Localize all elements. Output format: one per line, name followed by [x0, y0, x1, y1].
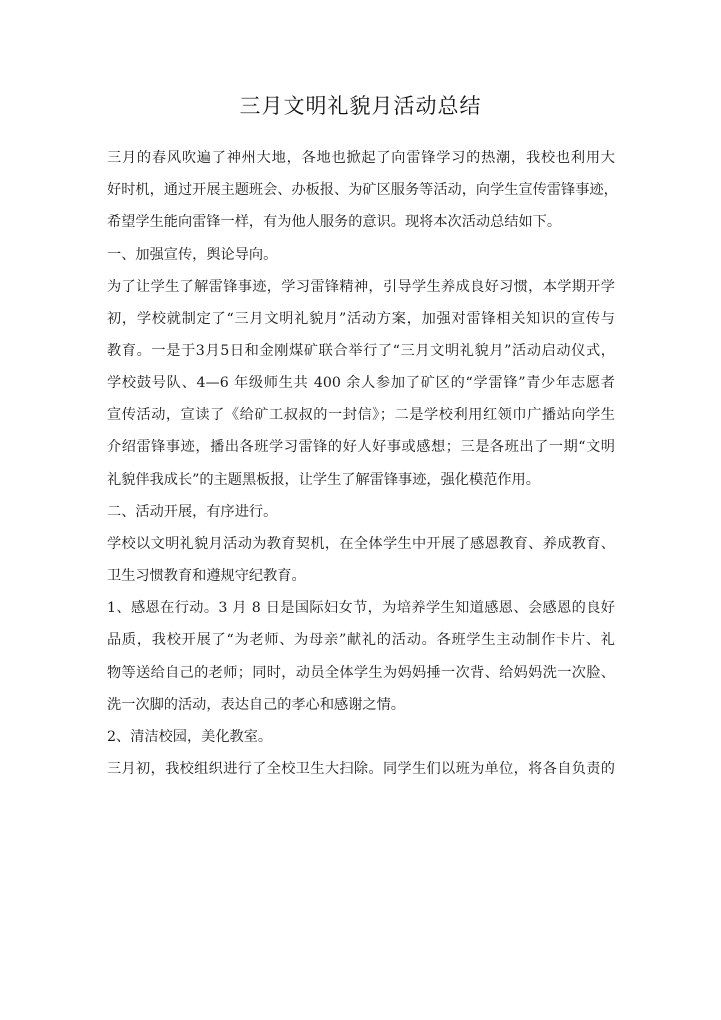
paragraph-line: 教育。一是于3月5日和金刚煤矿联合举行了“三月文明礼貌月”活动启动仪式， [107, 343, 615, 359]
paragraph-line: 1、感恩在行动。3 月 8 日是国际妇女节，为培养学生知道感恩、会感恩的良好 [107, 600, 615, 616]
paragraph-line: 物等送给自己的老师；同时，动员全体学生为妈妈捶一次背、给妈妈洗一次脸、 [107, 665, 615, 681]
paragraph-line: 礼貌伴我成长”的主题黑板报，让学生了解雷锋事迹，强化模范作用。 [107, 472, 540, 488]
paragraph-line: 卫生习惯教育和遵规守纪教育。 [107, 568, 306, 584]
paragraph-line: 学校以文明礼貌月活动为教育契机，在全体学生中开展了感恩教育、养成教育、 [107, 536, 615, 552]
paragraph-line: 为了让学生了解雷锋事迹，学习雷锋精神，引导学生养成良好习惯，本学期开学 [107, 279, 615, 295]
document-title: 三月文明礼貌月活动总结 [239, 94, 482, 118]
paragraph-line: 好时机，通过开展主题班会、办板报、为矿区服务等活动，向学生宣传雷锋事迹， [107, 182, 618, 198]
paragraph-line: 初，学校就制定了“三月文明礼貌月”活动方案，加强对雷锋相关知识的宣传与 [107, 311, 615, 327]
section-heading: 二、活动开展，有序进行。 [107, 504, 278, 520]
paragraph-line: 介绍雷锋事迹，播出各班学习雷锋的好人好事或感想；三是各班出了一期“文明 [107, 439, 615, 455]
paragraph-line: 学校鼓号队、4—6 年级师生共 400 余人参加了矿区的“学雷锋”青少年志愿者 [107, 375, 615, 391]
paragraph-line: 三月的春风吹遍了神州大地，各地也掀起了向雷锋学习的热潮，我校也利用大 [107, 150, 615, 166]
paragraph-line: 希望学生能向雷锋一样，有为他人服务的意识。现将本次活动总结如下。 [107, 214, 562, 230]
paragraph-line: 宣传活动，宣读了《给矿工叔叔的一封信》；二是学校利用红领巾广播站向学生 [107, 407, 615, 423]
section-heading: 一、加强宣传，舆论导向。 [107, 247, 278, 263]
paragraph-line: 洗一次脚的活动，表达自己的孝心和感谢之情。 [107, 697, 405, 713]
paragraph-line: 三月初，我校组织进行了全校卫生大扫除。同学生们以班为单位，将各自负责的 [107, 761, 615, 777]
section-heading: 2、清洁校园，美化教室。 [107, 729, 273, 745]
paragraph-line: 品质，我校开展了“为老师、为母亲”献礼的活动。各班学生主动制作卡片、礼 [107, 632, 615, 648]
